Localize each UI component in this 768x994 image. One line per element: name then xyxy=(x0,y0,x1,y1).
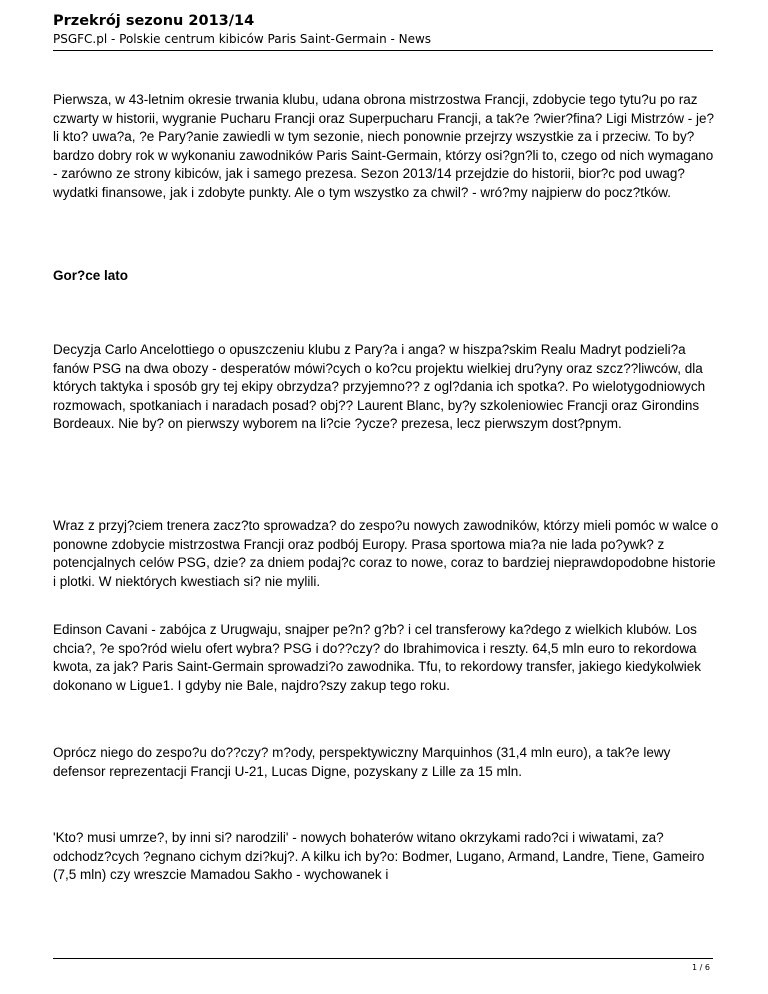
paragraph-cavani: Edinson Cavani - zabójca z Urugwaju, snajper pe?n? g?b? i cel transferowy ka?dego z wielkich klubów. Los chcia?, ?e spo?ród wielu ofert wybra? PSG i do??czy? do Ibrahimovica i reszty. 64,5 mln euro to rekordowa kwota, za jak? Paris Saint-Germain sprowadzi?o zawodnika. Tfu, to rekordowy transfer, jakiego kiedykolwiek dokonano w Ligue1. I gdyby nie Bale, najdro?szy zakup tego roku. xyxy=(53,622,702,693)
site-subtitle: PSGFC.pl - Polskie centrum kibiców Paris Saint-Germain - News xyxy=(53,32,432,46)
page-header xyxy=(53,12,713,47)
paragraph-transfers: Wraz z przyj?ciem trenera zacz?to sprowadza? do zespo?u nowych zawodników, którzy mieli pomóc w walce o ponowne zdobycie mistrzostwa Francji oraz podbój Europy. Prasa sportowa mia?a nie lada po?ywk? z potencjalnych celów PSG, dzie? za dniem podaj?c coraz to nowe, coraz to bardziej nieprawdopodobne historie i plotki. W niektórych kwestiach si? nie mylili. xyxy=(53,518,719,589)
paragraph-intro: Pierwsza, w 43-letnim okresie trwania klubu, udana obrona mistrzostwa Francji, zdobycie tego tytu?u po raz czwarty w historii, wygranie Pucharu Francji oraz Superpucharu Francji, a tak?e ?wier?fina? Ligi Mistrzów - je?li kto? uwa?a, ?e Pary?anie zawiedli w tym sezonie, niech ponownie przejrzy wszystkie za i przeciw. To by? bardzo dobry rok w wykonaniu zawodników Paris Saint-Germain, którzy osi?gn?li to, czego od nich wymagano - zarówno ze strony kibiców, jak i samego prezesa. Sezon 2013/14 przejdzie do historii, bior?c pod uwag? wydatki finansowe, jak i zdobyte punkty. Ale o tym wszystko za chwil? - wró?my najpierw do pocz?tków. xyxy=(53,92,715,200)
section-heading: Gor?ce lato xyxy=(53,268,129,283)
page-number: 1 / 6 xyxy=(692,963,710,972)
header-divider xyxy=(53,50,713,51)
paragraph-ancelotti: Decyzja Carlo Ancelottiego o opuszczeniu klubu z Pary?a i anga? w hiszpa?skim Realu Madryt podzieli?a fanów PSG na dwa obozy - desperatów mówi?cych o ko?cu projektu wielkiej dru?yny oraz szcz??liwców, dla których taktyka i sposób gry tej ekipy obrzydza? przyjemno?? z ogl?dania ich spotka?. Po wielotygodniowych rozmowach, spotkaniach i naradach posad? obj?? Laurent Blanc, by?y szkoleniowiec Francji oraz Girondins Bordeaux. Nie by? on pierwszy wyborem na li?cie ?ycze? prezesa, lecz pierwszym dost?pnym. xyxy=(53,342,706,432)
paragraph-departures: 'Kto? musi umrze?, by inni si? narodzili' - nowych bohaterów witano okrzykami rado?ci i wiwatami, za? odchodz?cych ?egnano cichym dzi?kuj?. A kilku ich by?o: Bodmer, Lugano, Armand, Landre, Tiene, Gameiro (7,5 mln) czy wreszcie Mamadou Sakho - wychowanek i xyxy=(53,830,705,883)
footer-divider xyxy=(53,958,713,959)
paragraph-marquinhos: Oprócz niego do zespo?u do??czy? m?ody, perspektywiczny Marquinhos (31,4 mln euro), a tak?e lewy defensor reprezentacji Francji U-21, Lucas Digne, pozyskany z Lille za 15 mln. xyxy=(53,745,671,779)
page-title: Przekrój sezonu 2013/14 xyxy=(53,13,255,29)
